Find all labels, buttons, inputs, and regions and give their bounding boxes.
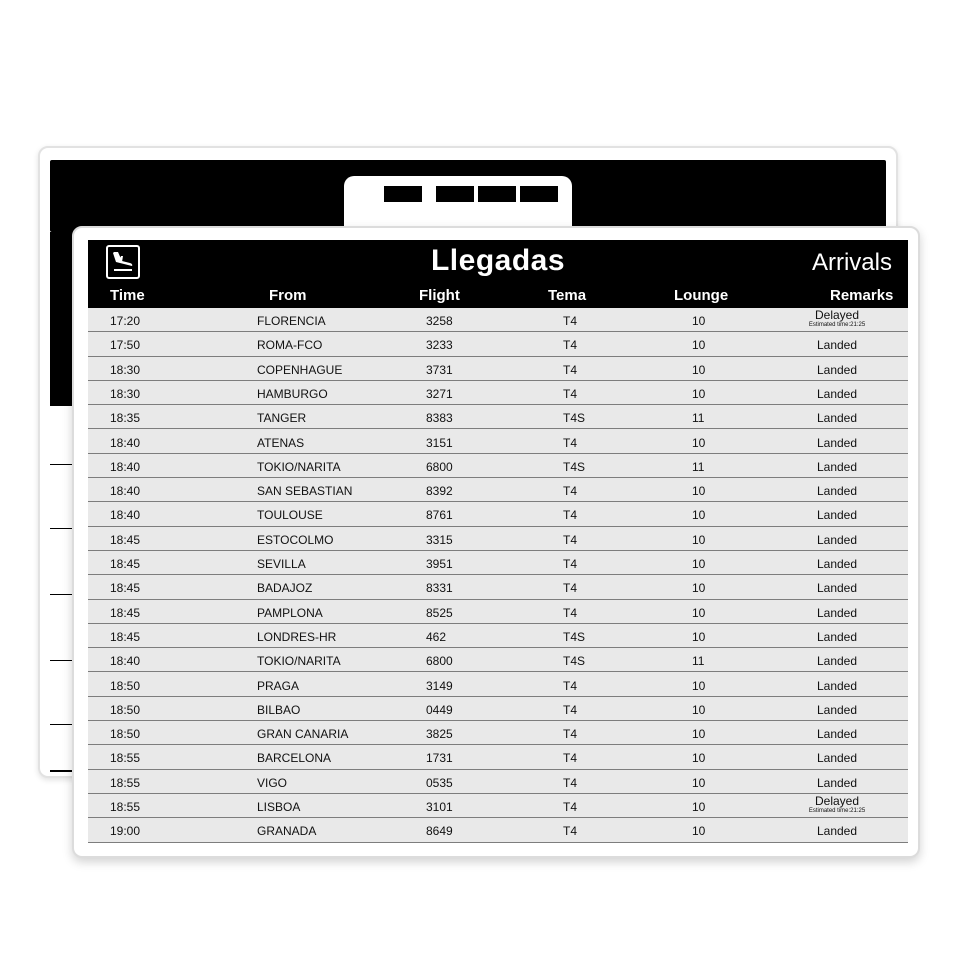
cell-flight: 462	[426, 629, 447, 644]
cell-from: PAMPLONA	[257, 605, 323, 620]
cell-tema: T4	[563, 727, 578, 742]
cell-flight: 3101	[426, 800, 453, 814]
cell-time: 18:45	[110, 629, 141, 644]
table-row	[88, 502, 908, 526]
cell-from: ROMA-FCO	[257, 338, 323, 353]
cell-flight: 0535	[426, 775, 453, 790]
cell-from: TOKIO/NARITA	[257, 459, 341, 474]
cell-flight: 6800	[426, 654, 453, 669]
cell-from: COPENHAGUE	[257, 362, 343, 377]
column-header-lounge: Lounge	[674, 287, 729, 304]
cell-remarks	[792, 654, 882, 668]
table-row	[88, 745, 908, 769]
remark-status: Landed	[816, 435, 858, 450]
cell-remarks	[792, 776, 882, 790]
cell-remarks	[792, 338, 882, 352]
cell-time: 18:55	[110, 775, 141, 790]
estimated-time: Estimated time:21:25	[808, 808, 866, 814]
remark-status: Landed	[816, 411, 858, 426]
table-row	[88, 575, 908, 599]
cell-flight: 3233	[426, 338, 453, 353]
cell-lounge: 11	[692, 459, 705, 474]
cell-flight: 8392	[426, 484, 453, 499]
cell-remarks	[792, 679, 882, 693]
bus-window	[384, 186, 422, 202]
cell-remarks	[792, 727, 882, 741]
cell-tema: T4	[563, 702, 578, 717]
remark-status: Landed	[816, 654, 858, 669]
cell-remarks	[792, 751, 882, 765]
cell-tema: T4	[563, 800, 578, 814]
remark-status: Landed	[816, 678, 858, 693]
cell-from: BARCELONA	[257, 751, 332, 766]
cell-time: 18:50	[110, 727, 141, 742]
cell-flight: 8383	[426, 411, 453, 426]
cell-tema: T4	[563, 751, 578, 766]
table-row	[88, 721, 908, 745]
cell-from: SAN SEBASTIAN	[257, 484, 353, 499]
cell-remarks	[792, 703, 882, 717]
cell-tema: T4	[563, 508, 578, 523]
cell-remarks	[792, 795, 882, 815]
cell-time: 18:55	[110, 800, 141, 814]
table-row	[88, 551, 908, 575]
cell-lounge: 11	[692, 411, 705, 426]
cell-tema: T4	[563, 557, 578, 571]
remark-status: Landed	[816, 338, 858, 353]
remark-status: Landed	[816, 532, 858, 547]
remark-status: Landed	[816, 508, 858, 523]
cell-tema: T4S	[563, 411, 586, 426]
cell-lounge: 10	[692, 629, 706, 644]
remark-status: Landed	[816, 702, 858, 717]
cell-tema: T4	[563, 678, 578, 693]
cell-remarks	[792, 484, 882, 498]
cell-flight: 8649	[426, 824, 453, 839]
cell-from: BADAJOZ	[257, 581, 313, 596]
cell-tema: T4	[563, 314, 578, 328]
remark-status: Landed	[816, 629, 858, 644]
column-header-remarks: Remarks	[830, 287, 894, 304]
cell-tema: T4S	[563, 654, 586, 669]
cell-time: 18:45	[110, 605, 141, 620]
cell-remarks	[792, 309, 882, 329]
cell-remarks	[792, 557, 882, 571]
remark-status: Landed	[816, 775, 858, 790]
cell-flight: 6800	[426, 459, 453, 474]
cell-remarks	[792, 508, 882, 522]
cell-time: 18:40	[110, 435, 141, 450]
cell-tema: T4	[563, 435, 578, 450]
column-header-flight: Flight	[419, 287, 460, 304]
cell-from: SEVILLA	[257, 557, 306, 571]
cell-remarks	[792, 387, 882, 401]
cell-remarks	[792, 630, 882, 644]
cell-remarks	[792, 533, 882, 547]
cell-flight: 1731	[426, 751, 453, 766]
estimated-time: Estimated time:21:25	[808, 322, 866, 328]
board-title-spanish: Llegadas	[430, 244, 566, 277]
table-row	[88, 454, 908, 478]
table-row	[88, 357, 908, 381]
board-title-english: Arrivals	[811, 249, 892, 276]
cell-flight: 3271	[426, 386, 453, 401]
cell-lounge: 10	[692, 435, 706, 450]
cell-lounge: 10	[692, 532, 706, 547]
cell-lounge: 11	[692, 654, 705, 669]
arrivals-board	[72, 226, 920, 858]
cell-time: 18:55	[110, 751, 141, 766]
cell-tema: T4	[563, 386, 578, 401]
table-row	[88, 308, 908, 332]
cell-flight: 8761	[426, 508, 453, 523]
cell-from: VIGO	[257, 775, 288, 790]
table-row	[88, 624, 908, 648]
table-row	[88, 600, 908, 624]
cell-remarks	[792, 436, 882, 450]
remark-status: Delayed	[814, 308, 860, 322]
remark-status: Landed	[816, 727, 858, 742]
cell-from: ATENAS	[257, 435, 305, 450]
cell-tema: T4	[563, 775, 578, 790]
remark-status: Landed	[816, 362, 858, 377]
cell-time: 18:30	[110, 386, 141, 401]
bus-window	[478, 186, 516, 202]
cell-time: 18:45	[110, 581, 141, 596]
cell-time: 18:40	[110, 654, 141, 669]
remark-status: Landed	[816, 459, 858, 474]
bus-window	[436, 186, 474, 202]
cell-lounge: 10	[692, 727, 706, 742]
cell-tema: T4	[563, 605, 578, 620]
remark-status: Landed	[816, 751, 858, 766]
cell-flight: 0449	[426, 702, 453, 717]
table-row	[88, 794, 908, 818]
column-header-time: Time	[110, 287, 145, 304]
bus-window	[520, 186, 558, 202]
cell-time: 18:45	[110, 532, 141, 547]
cell-from: FLORENCIA	[257, 314, 326, 328]
column-header-from: From	[269, 287, 307, 304]
cell-from: TOKIO/NARITA	[257, 654, 341, 669]
cell-lounge: 10	[692, 314, 706, 328]
cell-from: GRANADA	[257, 824, 317, 839]
cell-remarks	[792, 363, 882, 377]
cell-time: 19:00	[110, 824, 141, 839]
cell-lounge: 10	[692, 484, 706, 499]
cell-from: BILBAO	[257, 702, 301, 717]
cell-time: 18:40	[110, 459, 141, 474]
table-row	[88, 430, 908, 454]
cell-tema: T4	[563, 581, 578, 596]
table-row	[88, 697, 908, 721]
table-row	[88, 478, 908, 502]
column-header-tema: Tema	[548, 287, 587, 304]
cell-flight: 3258	[426, 314, 453, 328]
cell-flight: 3951	[426, 557, 453, 571]
arrivals-table	[88, 308, 908, 842]
cell-tema: T4	[563, 362, 578, 377]
cell-time: 18:45	[110, 557, 141, 571]
cell-remarks	[792, 411, 882, 425]
cell-lounge: 10	[692, 362, 706, 377]
remark-status: Delayed	[814, 794, 860, 808]
table-row	[88, 381, 908, 405]
cell-lounge: 10	[692, 581, 706, 596]
cell-lounge: 10	[692, 338, 706, 353]
table-row	[88, 648, 908, 672]
cell-lounge: 10	[692, 678, 706, 693]
table-row	[88, 770, 908, 794]
cell-tema: T4	[563, 824, 578, 839]
cell-time: 18:40	[110, 508, 141, 523]
cell-from: PRAGA	[257, 678, 300, 693]
cell-lounge: 10	[692, 605, 706, 620]
cell-remarks	[792, 606, 882, 620]
cell-flight: 3149	[426, 678, 453, 693]
cell-time: 18:40	[110, 484, 141, 499]
cell-time: 17:50	[110, 338, 141, 353]
cell-flight: 3151	[426, 435, 453, 450]
cell-lounge: 10	[692, 800, 706, 814]
remark-status: Landed	[816, 581, 858, 596]
cell-time: 17:20	[110, 314, 141, 328]
remark-status: Landed	[816, 557, 858, 571]
cell-tema: T4	[563, 484, 578, 499]
cell-from: TANGER	[257, 411, 307, 426]
cell-lounge: 10	[692, 386, 706, 401]
cell-from: LISBOA	[257, 800, 301, 814]
cell-from: HAMBURGO	[257, 386, 328, 401]
cell-lounge: 10	[692, 508, 706, 523]
table-row	[88, 332, 908, 356]
cell-time: 18:50	[110, 702, 141, 717]
column-headers	[88, 284, 908, 308]
cell-from: TOULOUSE	[257, 508, 323, 523]
cell-tema: T4	[563, 532, 578, 547]
remark-status: Landed	[816, 386, 858, 401]
cell-lounge: 10	[692, 702, 706, 717]
cell-flight: 3315	[426, 532, 453, 547]
cell-remarks	[792, 460, 882, 474]
cell-from: ESTOCOLMO	[257, 532, 334, 547]
cell-lounge: 10	[692, 751, 706, 766]
remark-status: Landed	[816, 484, 858, 499]
cell-lounge: 10	[692, 824, 706, 839]
cell-lounge: 10	[692, 775, 706, 790]
cell-tema: T4S	[563, 629, 586, 644]
cell-from: LONDRES-HR	[257, 629, 337, 644]
remark-status: Landed	[816, 605, 858, 620]
table-row	[88, 673, 908, 697]
cell-tema: T4	[563, 338, 578, 353]
cell-time: 18:50	[110, 678, 141, 693]
cell-flight: 8331	[426, 581, 453, 596]
cell-time: 18:30	[110, 362, 141, 377]
cell-remarks	[792, 581, 882, 595]
cell-time: 18:35	[110, 411, 141, 426]
cell-flight: 3731	[426, 362, 453, 377]
board-header	[88, 240, 908, 284]
cell-flight: 8525	[426, 605, 453, 620]
table-row	[88, 405, 908, 429]
cell-from: GRAN CANARIA	[257, 727, 349, 742]
table-row	[88, 818, 908, 842]
cell-lounge: 10	[692, 557, 706, 571]
cell-flight: 3825	[426, 727, 453, 742]
remark-status: Landed	[816, 824, 858, 839]
table-row	[88, 527, 908, 551]
cell-tema: T4S	[563, 459, 586, 474]
cell-remarks	[792, 824, 882, 838]
